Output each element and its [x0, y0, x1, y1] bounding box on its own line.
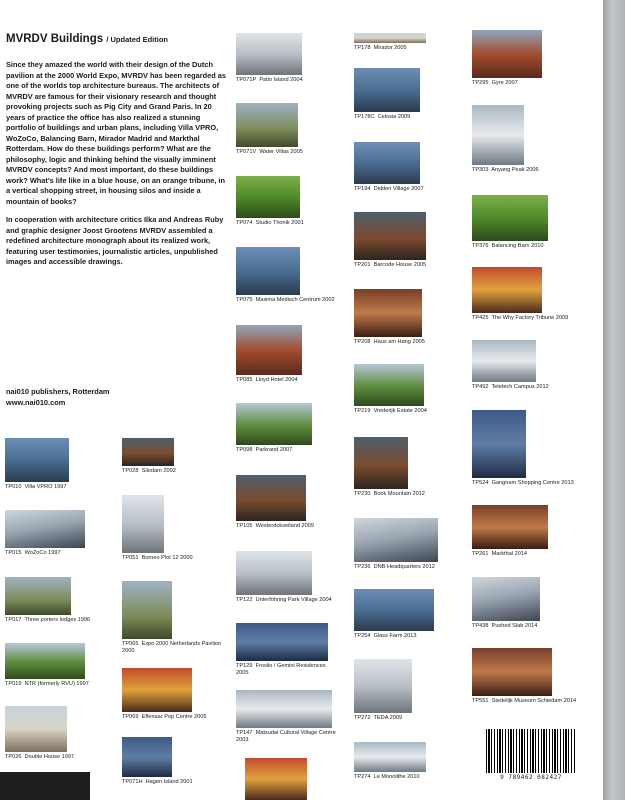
project-tile	[236, 475, 314, 530]
project-caption: TP010 Villa VPRO 1997	[5, 484, 67, 490]
project-caption: TP178C Celosia 2009	[354, 114, 411, 120]
project-photo	[472, 648, 552, 696]
project-tile	[122, 581, 222, 656]
project-caption: TP524 Gangnam Shopping Centre 2013	[472, 480, 574, 486]
project-photo	[236, 176, 300, 218]
book-title	[6, 33, 228, 45]
project-caption: TP254 Glass Farm 2013	[354, 633, 417, 639]
project-photo	[122, 737, 172, 777]
book-spine	[603, 0, 625, 800]
project-caption: TP019 NTR (formerly RVU) 1997	[5, 681, 89, 687]
project-tile	[472, 267, 569, 322]
project-tile	[5, 577, 91, 624]
project-caption: TP230 Book Mountain 2012	[354, 491, 425, 497]
project-photo	[354, 142, 420, 184]
bottom-dark-photo-strip	[0, 772, 90, 800]
project-photo	[122, 495, 164, 553]
project-caption: TP069 Effenaar Pop Centre 2005	[122, 714, 207, 720]
project-photo	[354, 68, 420, 112]
project-caption: TP026 Double House 1997	[5, 754, 75, 760]
project-caption: TP178 Mirador 2005	[354, 45, 407, 51]
project-caption: TP071H Hagen Island 2001	[122, 779, 193, 785]
blurb-paragraph-1: Since they amazed the world with their design of the Dutch pavilion at the 2000 World Expo, MVRDV has been regarded as one of the worlds top architecture bureaus. The architects of MVRDV are famous for their visionary research and thought provoking projects such as Pig City and Grand Paris. In 20 years of practice the office has also realized a stunning portfolio of buildings and urban plans, including Villa VPRO, WoZoCo, Balancing Barn, Mirador Madrid and Markthal Rotterdam. How do these buildings perform? What are the philosophy, logic and thinking behind the visually imminent MVRDV concepts? And most important, do these buildings work? What's life like in a blue house, on an orange tribune, in a vertical shopping street, in housing silos and inside a mountain of books?	[6, 60, 227, 206]
project-photo	[354, 518, 438, 562]
project-photo	[5, 643, 85, 679]
project-photo	[354, 742, 426, 772]
project-tile	[472, 648, 577, 705]
project-caption: TP085 Lloyd Hotel 2004	[236, 377, 298, 383]
project-tile	[236, 247, 335, 304]
project-tile	[354, 212, 426, 269]
project-caption: TP017 Three porters lodges 1996	[5, 617, 91, 623]
publisher-url: www.nai010.com	[6, 397, 66, 407]
publisher-credit	[6, 387, 230, 408]
project-caption: TP295 Gyre 2007	[472, 80, 518, 86]
project-photo	[472, 577, 540, 621]
project-caption: TP208 Haus am Hang 2005	[354, 339, 425, 345]
project-caption: TP425 The Why Factory Tribune 2009	[472, 315, 569, 321]
project-photo	[122, 668, 192, 712]
project-caption: TP194 Didden Village 2007	[354, 186, 424, 192]
project-tile	[122, 495, 193, 562]
project-tile	[472, 340, 549, 391]
project-photo	[236, 623, 328, 661]
project-photo	[5, 577, 71, 615]
project-caption: TP074 Studio Thonik 2001	[236, 220, 304, 226]
project-caption: TP147 Matsudai Cultural Village Centre 2003	[236, 730, 336, 744]
project-photo	[472, 30, 542, 78]
project-tile	[236, 176, 304, 227]
blurb	[6, 60, 230, 276]
project-tile	[236, 551, 332, 604]
project-photo	[236, 325, 302, 375]
project-photo	[472, 105, 524, 165]
project-tile	[5, 643, 89, 688]
project-photo	[354, 33, 426, 43]
project-tile	[354, 33, 426, 52]
project-caption: TP376 Balancing Barn 2010	[472, 243, 544, 249]
barcode-number: 9 789462 082427	[500, 774, 562, 781]
project-tile	[236, 325, 302, 384]
project-caption: TP551 Stedelijk Museum Schiedam 2014	[472, 698, 577, 704]
project-tile	[472, 195, 548, 250]
project-tile	[236, 33, 302, 84]
project-photo	[472, 340, 536, 382]
project-caption: TP129 Frosilo / Gemini Residences 2005	[236, 663, 326, 677]
blurb-paragraph-2: In cooperation with architecture critics Ilka and Andreas Ruby and graphic designer Joost Grootens MVRDV assembled a redefined architecture monograph about its realized work, featuring user testimonies, journalistic articles, unpublished images and accessible drawings.	[6, 215, 224, 267]
project-caption: TP236 DNB Headquarters 2012	[354, 564, 435, 570]
project-photo	[354, 289, 422, 337]
project-tile	[236, 623, 328, 678]
project-photo	[472, 195, 548, 241]
project-tile-partial	[245, 758, 307, 800]
project-caption: TP071P Patio Island 2004	[236, 77, 303, 83]
project-photo	[5, 510, 85, 548]
project-photo	[236, 475, 306, 521]
isbn-barcode	[484, 727, 578, 787]
project-caption: TP438 Pushed Slab 2014	[472, 623, 538, 629]
project-photo	[354, 589, 434, 631]
project-caption: TP303 Anyang Peak 2006	[472, 167, 539, 173]
project-photo	[236, 403, 312, 445]
publisher-name: nai010 publishers, Rotterdam	[6, 387, 110, 396]
project-photo	[5, 438, 69, 482]
project-photo	[354, 437, 408, 489]
project-photo	[236, 690, 332, 728]
project-photo	[236, 103, 298, 147]
project-photo	[472, 505, 548, 549]
project-tile	[354, 364, 427, 415]
project-caption: TP261 Markthal 2014	[472, 551, 528, 557]
project-tile	[354, 289, 425, 346]
project-tile	[122, 438, 174, 475]
project-photo	[122, 581, 172, 639]
project-tile	[354, 142, 424, 193]
project-photo	[122, 438, 174, 466]
project-caption: TP105 Westerdokseiland 2009	[236, 523, 314, 529]
project-caption: TP071V Water Villas 2005	[236, 149, 303, 155]
project-tile	[472, 410, 574, 487]
project-tile	[354, 589, 434, 640]
project-caption: TP098 Parkrand 2007	[236, 447, 293, 453]
project-tile	[122, 668, 207, 721]
project-caption: TP065 Expo 2000 Netherlands Pavilion 2000	[122, 641, 222, 655]
project-photo	[236, 551, 312, 595]
project-photo	[354, 659, 412, 713]
project-caption: TP075 Maxima Medisch Centrum 2002	[236, 297, 335, 303]
project-photo	[5, 706, 67, 752]
project-caption: TP492 Teletech Campus 2012	[472, 384, 549, 390]
project-tile	[354, 437, 425, 498]
project-caption: TP051 Borneo Plot 12 2000	[122, 555, 193, 561]
project-photo	[472, 410, 526, 478]
project-tile	[472, 105, 539, 174]
project-photo	[354, 212, 426, 260]
project-tile	[236, 690, 336, 745]
project-tile	[5, 438, 69, 491]
project-tile	[236, 103, 303, 156]
project-caption: TP015 WoZoCo 1997	[5, 550, 61, 556]
project-tile	[472, 505, 548, 558]
project-caption: TP274 Le Monolithe 2010	[354, 774, 420, 780]
project-tile	[236, 403, 312, 454]
project-caption: TP122 Unterföhring Park Village 2004	[236, 597, 332, 603]
project-photo	[245, 758, 307, 800]
project-tile	[354, 68, 420, 121]
project-caption: TP272 TEDA 2009	[354, 715, 403, 721]
project-tile	[354, 659, 412, 722]
book-subtitle: / Updated Edition	[106, 35, 168, 44]
book-title-text: MVRDV Buildings	[6, 33, 104, 45]
project-tile	[5, 510, 85, 557]
project-photo	[354, 364, 424, 406]
project-photo	[236, 247, 300, 295]
project-tile	[354, 518, 438, 571]
project-tile	[122, 737, 193, 786]
project-tile	[472, 30, 542, 87]
project-tile	[5, 706, 75, 761]
project-tile	[354, 742, 426, 781]
project-caption: TP219 Vrederijk Estate 2004	[354, 408, 427, 414]
project-caption: TP201 Barcode House 2005	[354, 262, 427, 268]
project-caption: TP028 Silodam 2002	[122, 468, 176, 474]
project-tile	[472, 577, 540, 630]
project-photo	[236, 33, 302, 75]
barcode-bars	[486, 729, 576, 773]
project-photo	[472, 267, 542, 313]
